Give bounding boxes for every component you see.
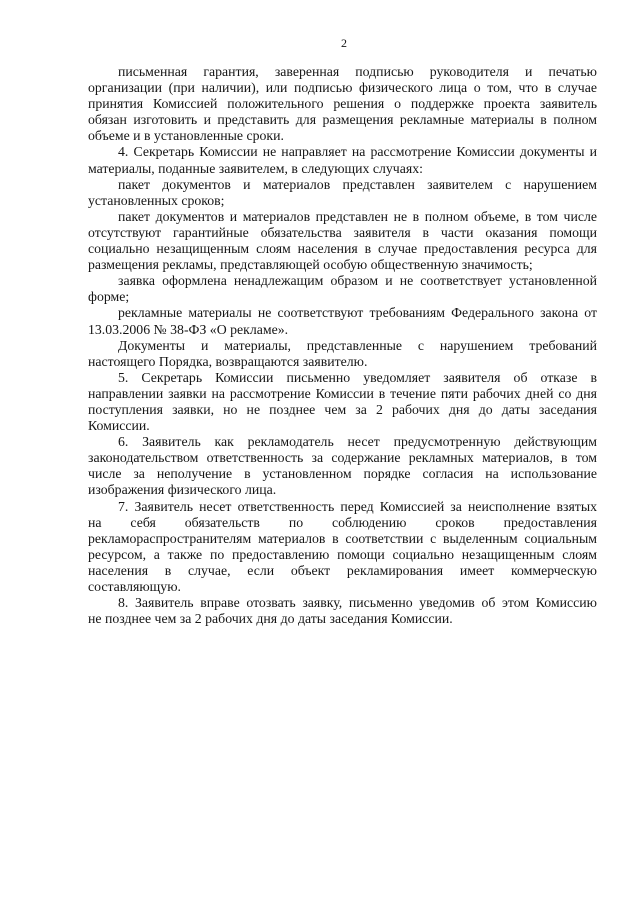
text-line: отсутствуют гарантийные обязательства заявителя в части оказания помощи <box>88 224 597 240</box>
paragraph-case-form <box>88 273 597 305</box>
paragraph-return-documents <box>88 338 597 370</box>
text-line: организации (при наличии), или подписью физического лица о том, что в случае <box>88 80 597 96</box>
paragraph-item-6 <box>88 434 597 498</box>
paragraph-item-4 <box>88 144 597 176</box>
text-line: Комиссии. <box>88 418 150 434</box>
text-line: 8. Заявитель вправе отозвать заявку, письменно уведомив об этом Комиссию <box>118 595 597 611</box>
text-line: установленных сроков; <box>88 192 225 208</box>
text-line: принятия Комиссией положительного решения о поддержке проекта заявитель <box>88 96 597 112</box>
text-line: поступления заявки, но не позднее чем за 2 рабочих дня до даты заседания <box>88 401 597 417</box>
paragraph-item-5 <box>88 370 597 434</box>
text-line: 4. Секретарь Комиссии не направляет на рассмотрение Комиссии документы и <box>118 144 597 160</box>
text-line: пакет документов и материалов представлен не в полном объеме, в том числе <box>118 208 597 224</box>
text-line: письменная гарантия, заверенная подписью руководителя и печатью <box>118 64 597 79</box>
paragraph-case-deadlines <box>88 177 597 209</box>
paragraph-case-law <box>88 305 597 337</box>
text-line: законодательством ответственность за содержание рекламных материалов, в том <box>88 450 597 466</box>
text-line: составляющую. <box>88 579 181 594</box>
text-line: числе за неполучение в установленном порядке согласия на использование <box>88 466 597 482</box>
text-line: не позднее чем за 2 рабочих дня до даты заседания Комиссии. <box>88 611 453 627</box>
text-line: 13.03.2006 № 38-ФЗ «О рекламе». <box>88 321 289 337</box>
text-line: социально незащищенным слоям населения в случае предоставления ресурса для <box>88 241 597 257</box>
text-line: заявка оформлена ненадлежащим образом и не соответствует установленной <box>118 273 597 289</box>
text-line: 5. Секретарь Комиссии письменно уведомляет заявителя об отказе в <box>118 369 597 385</box>
text-line: форме; <box>88 289 130 305</box>
text-line: 6. Заявитель как рекламодатель несет предусмотренную действующим <box>118 434 597 450</box>
text-line: материалы, поданные заявителем, в следующих случаях: <box>88 160 423 176</box>
paragraph-item-7 <box>88 499 597 596</box>
text-line: обязан изготовить и представить для размещения рекламные материалы в полном <box>88 112 597 128</box>
text-line: пакет документов и материалов представлен заявителем с нарушением <box>118 176 597 192</box>
paragraph-item-8 <box>88 595 597 627</box>
document-body <box>88 64 597 627</box>
text-line: 7. Заявитель несет ответственность перед Комиссией за неисполнение взятых <box>118 498 597 514</box>
text-line: населения в случае, если объект рекламирования имеет коммерческую <box>88 562 597 578</box>
text-line: рекламораспространителям материалов в соответствии с выделенным социальным <box>88 530 597 546</box>
text-line: направлении заявки на рассмотрение Комиссии в течение пяти рабочих дней со дня <box>88 385 597 401</box>
text-line: настоящего Порядка, возвращаются заявителю. <box>88 353 368 369</box>
paragraph-guarantee-continuation <box>88 64 597 144</box>
text-line: на себя обязательств по соблюдению сроков предоставления <box>88 514 597 530</box>
text-line: Документы и материалы, представленные с нарушением требований <box>118 337 597 353</box>
paragraph-case-incomplete <box>88 209 597 273</box>
page-number: 2 <box>341 36 347 50</box>
text-line: размещения рекламы, представляющей особую общественную значимость; <box>88 257 533 273</box>
text-line: объеме и в установленные сроки. <box>88 128 284 144</box>
text-line: изображения физического лица. <box>88 482 277 498</box>
text-line: ресурсом, а также по предоставлению помощи социально незащищенным слоям <box>88 546 597 562</box>
text-line: рекламные материалы не соответствуют требованиям Федерального закона от <box>118 305 597 321</box>
